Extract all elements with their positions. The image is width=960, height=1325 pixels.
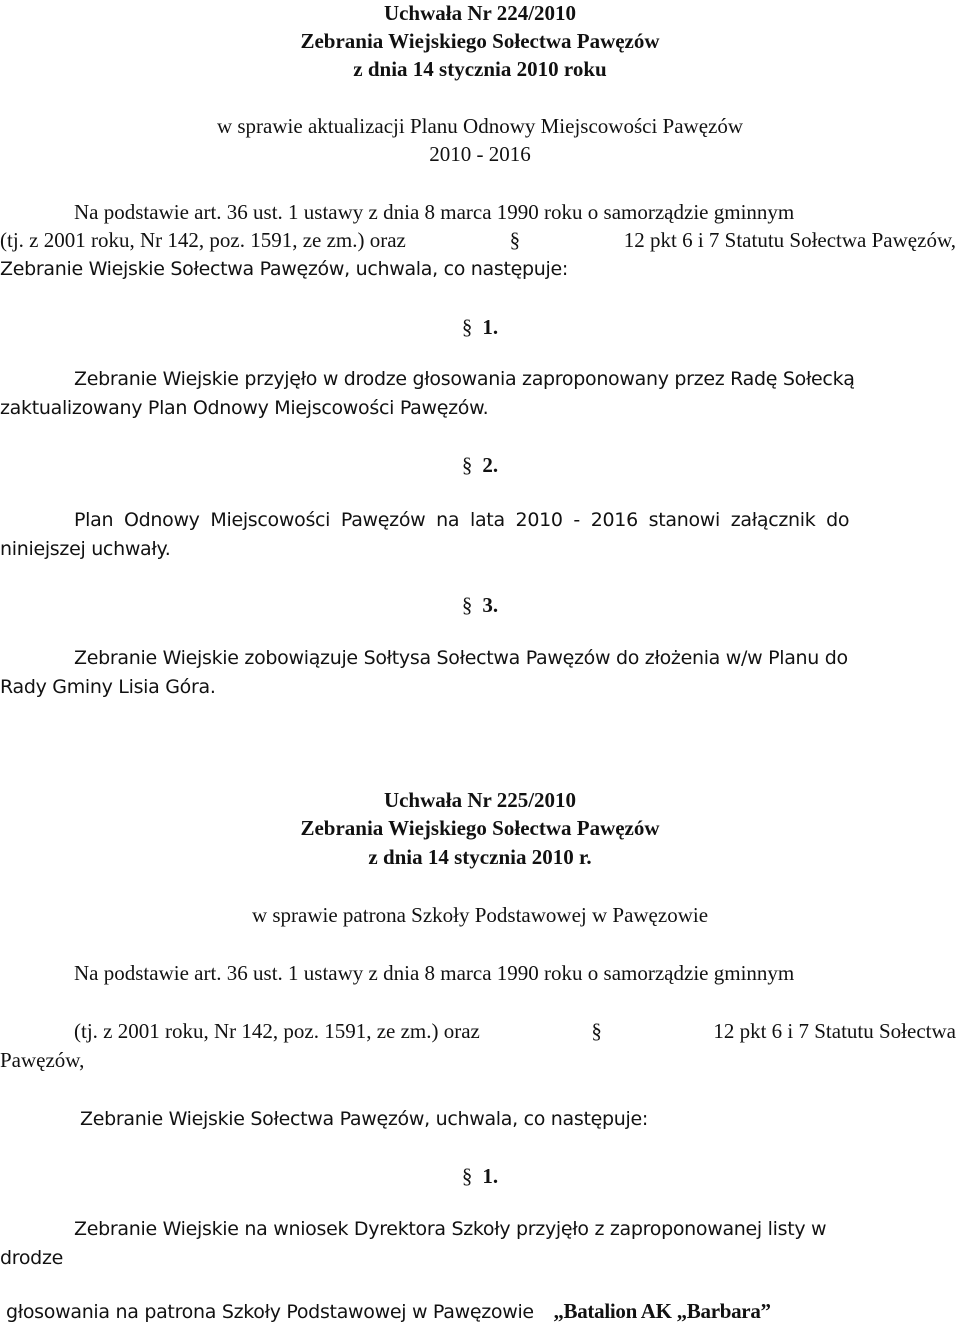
resolution-224-basis-line-1: Na podstawie art. 36 ust. 1 ustawy z dnia 8 marca 1990 roku o samorządzie gminnym	[74, 200, 795, 224]
resolution-225-basis-line-2	[74, 1018, 956, 1044]
paragraph-symbol: §	[461, 453, 473, 477]
section-2-line-1	[74, 507, 956, 533]
resolution-225-date: z dnia 14 stycznia 2010 r.	[368, 845, 592, 869]
resolution-225-basis-line-3: Pawęzów,	[0, 1048, 85, 1072]
resolution-224-subject-line-1: w sprawie aktualizacji Planu Odnowy Miejscowości Pawęzów	[216, 114, 744, 138]
resolution-225-body: Zebrania Wiejskiego Sołectwa Pawęzów	[300, 816, 660, 840]
section-3-line-2: Rady Gminy Lisia Góra.	[0, 676, 216, 698]
basis-text-left: (tj. z 2001 roku, Nr 142, poz. 1591, ze zm.) oraz	[0, 228, 406, 252]
section-2-line-2: niniejszej uchwały.	[0, 538, 171, 560]
resolution-224-subject-line-2: 2010 - 2016	[429, 142, 531, 166]
resolution-225-section-1-line-1: Zebranie Wiejskie na wniosek Dyrektora Szkoły przyjęło z zaproponowanej listy w	[74, 1218, 827, 1240]
paragraph-symbol: §	[461, 593, 473, 617]
section-number: 3.	[482, 593, 499, 617]
patron-text: głosowania na patrona Szkoły Podstawowej w Pawęzowie	[6, 1301, 534, 1323]
section-2-heading	[0, 451, 960, 479]
resolution-225-section-1-heading	[0, 1162, 960, 1190]
resolution-225-section-1-line-3	[6, 1298, 956, 1325]
resolution-225-basis-line-4: Zebranie Wiejskie Sołectwa Pawęzów, uchwala, co następuje:	[80, 1108, 649, 1130]
patron-name: „Batalion AK „Barbara”	[553, 1299, 771, 1323]
resolution-225-subject: w sprawie patrona Szkoły Podstawowej w Pawęzowie	[251, 903, 709, 927]
section-2-line-1-text: Plan Odnowy Miejscowości Pawęzów na lata 2010 - 2016 stanowi załącznik do	[74, 509, 850, 531]
resolution-224-basis-line-3: Zebranie Wiejskie Sołectwa Pawęzów, uchwala, co następuje:	[0, 258, 569, 280]
basis-text-right: 12 pkt 6 i 7 Statutu Sołectwa	[713, 1019, 956, 1043]
section-1-line-1: Zebranie Wiejskie przyjęło w drodze głosowania zaproponowany przez Radę Sołecką	[74, 368, 855, 390]
basis-text-left: (tj. z 2001 roku, Nr 142, poz. 1591, ze zm.) oraz	[74, 1019, 480, 1043]
resolution-224-date: z dnia 14 stycznia 2010 roku	[353, 57, 607, 81]
section-number: 1.	[482, 315, 499, 339]
section-number: 2.	[482, 453, 499, 477]
section-3-heading	[0, 591, 960, 619]
section-3-line-1: Zebranie Wiejskie zobowiązuje Sołtysa Sołectwa Pawęzów do złożenia w/w Planu do	[74, 647, 848, 669]
paragraph-symbol: §	[461, 315, 473, 339]
section-1-heading	[0, 313, 960, 341]
paragraph-symbol: §	[509, 228, 521, 252]
resolution-225-basis-line-1: Na podstawie art. 36 ust. 1 ustawy z dnia 8 marca 1990 roku o samorządzie gminnym	[74, 961, 795, 985]
resolution-225-section-1-line-2: drodze	[0, 1247, 64, 1269]
basis-text-right: 12 pkt 6 i 7 Statutu Sołectwa Pawęzów,	[623, 228, 956, 252]
section-1-line-2: zaktualizowany Plan Odnowy Miejscowości Pawęzów.	[0, 397, 489, 419]
paragraph-symbol: §	[591, 1019, 602, 1043]
resolution-224-basis-line-2	[0, 227, 956, 253]
resolution-225-title: Uchwała Nr 225/2010	[383, 788, 577, 812]
resolution-224-title: Uchwała Nr 224/2010	[383, 1, 577, 25]
paragraph-symbol: §	[461, 1164, 473, 1188]
section-number: 1.	[482, 1164, 499, 1188]
resolution-224-body: Zebrania Wiejskiego Sołectwa Pawęzów	[300, 29, 660, 53]
